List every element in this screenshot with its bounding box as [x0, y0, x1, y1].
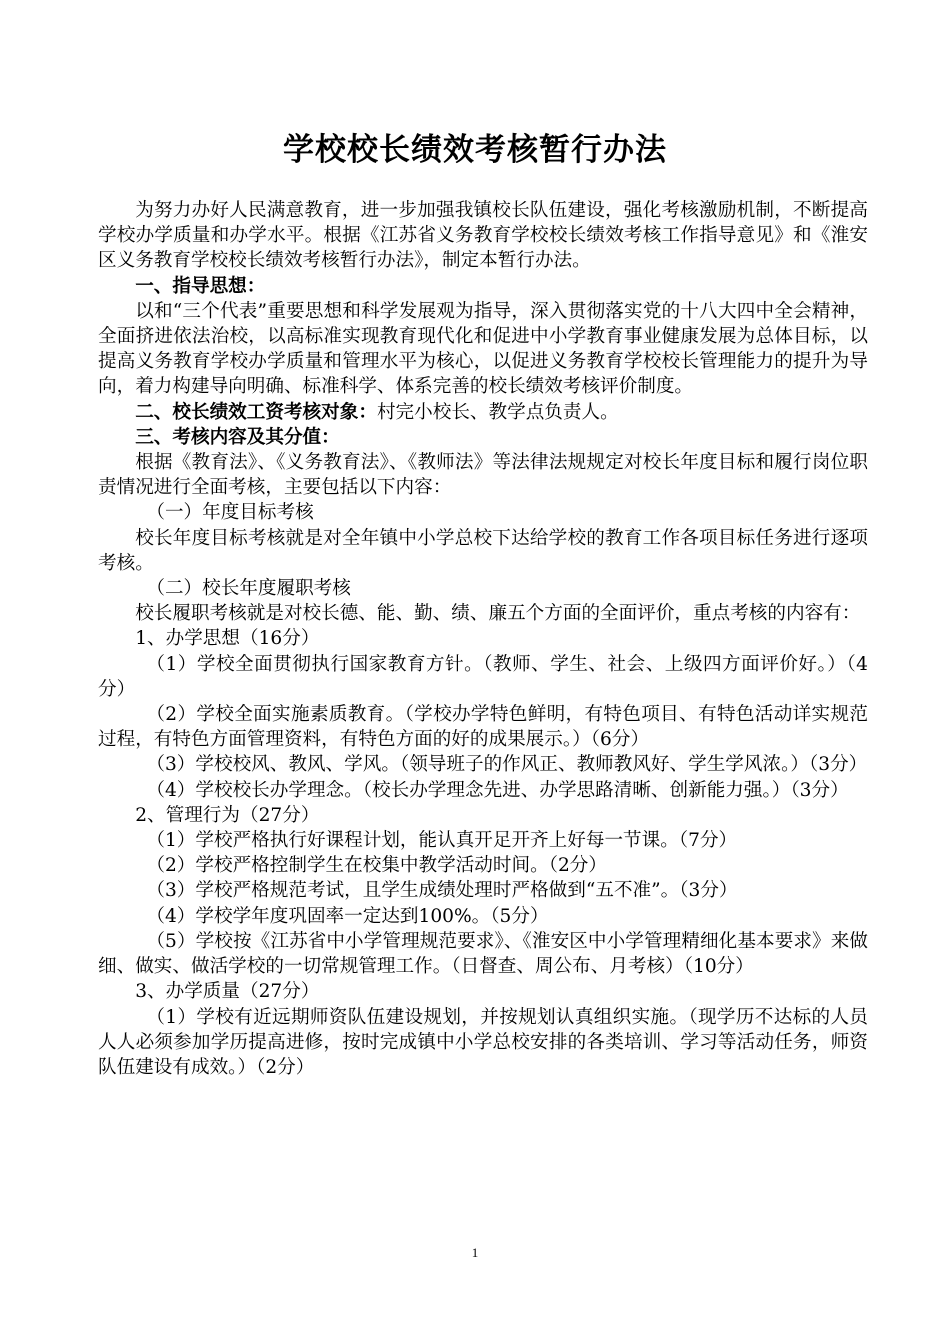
document-title: 学校校长绩效考核暂行办法 [283, 132, 667, 168]
assessment-target-text: 村完小校长、教学点负责人。 [376, 401, 619, 423]
document-body [98, 198, 868, 1080]
item-philosophy: 1、办学思想（16分） [135, 628, 320, 650]
subheading-annual-duty: （二）校长年度履职考核 [146, 578, 351, 600]
item-management-2: （2）学校严格控制学生在校集中教学活动时间。（2分） [146, 855, 607, 877]
subheading-annual-goal: （一）年度目标考核 [146, 502, 314, 524]
item-philosophy-1: （1）学校全面贯彻执行国家教育方针。（教师、学生、社会、上级四方面评价好。）（4分） [98, 653, 868, 700]
item-management-4: （4）学校学年度巩固率一定达到100%。（5分） [146, 905, 549, 927]
item-management-1: （1）学校严格执行好课程计划，能认真开足开齐上好每一节课。（7分） [146, 830, 738, 852]
item-philosophy-4: （4）学校校长办学理念。（校长办学理念先进、办学思路清晰、创新能力强。）（3分） [146, 779, 849, 801]
item-management-5: （5）学校按《江苏省中小学管理规范要求》、《淮安区中小学管理精细化基本要求》来做细、做实、做活学校的一切常规管理工作。（日督查、周公布、月考核）（10分） [98, 930, 868, 978]
item-philosophy-2: （2）学校全面实施素质教育。（学校办学特色鲜明，有特色项目、有特色活动详实规范过程，有特色方面管理资料，有特色方面的好的成果展示。）（6分） [98, 704, 868, 751]
item-management-3: （3）学校严格规范考试，且学生成绩处理时严格做到“五不准”。（3分） [146, 880, 738, 902]
section-two-prefix: 二、 [135, 401, 173, 423]
assessment-target-line [98, 400, 868, 425]
intro-paragraph: 为努力办好人民满意教育，进一步加强我镇校长队伍建设，强化考核激励机制，不断提高学校办学质量和办学水平。根据《江苏省义务教育学校校长绩效考核工作指导意见》和《淮安区义务教育学校校长绩效考核暂行办法》，制定本暂行办法。 [98, 200, 868, 272]
item-management: 2、管理行为（27分） [135, 804, 320, 826]
item-quality-1: （1）学校有近远期师资队伍建设规划，并按规划认真组织实施。（现学历不达标的人员人人必须参加学历提高进修，按时完成镇中小学总校安排的各类培训、学习等活动任务，师资队伍建设有成效。）（2分） [98, 1006, 868, 1078]
section-heading-guiding-thought: 一、指导思想： [135, 275, 266, 297]
guiding-thought-paragraph: 以和“三个代表”重要思想和科学发展观为指导，深入贯彻落实党的十八大四中全会精神，全面挤进依法治校，以高标准实现教育现代化和促进中小学教育事业健康发展为总体目标，以提高义务教育学校办学质量和管理水平为核心，以促进义务教育学校校长管理能力的提升为导向，着力构建导向明确、标准科学、体系完善的校长绩效考核评价制度。 [98, 300, 868, 398]
section-heading-assessment-target: 校长绩效工资考核对象： [172, 401, 377, 423]
content-score-paragraph: 根据《教育法》、《义务教育法》、《教师法》等法律法规规定对校长年度目标和履行岗位职责情况进行全面考核，主要包括以下内容： [98, 452, 868, 499]
annual-goal-paragraph: 校长年度目标考核就是对全年镇中小学总校下达给学校的教育工作各项目标任务进行逐项考核。 [98, 527, 868, 574]
page-number: 1 [471, 1245, 479, 1260]
item-quality: 3、办学质量（27分） [135, 981, 320, 1003]
item-philosophy-3: （3）学校校风、教风、学风。（领导班子的作风正、教师教风好、学生学风浓。）（3分） [146, 754, 868, 776]
section-heading-content-score: 三、考核内容及其分值： [135, 426, 340, 448]
annual-duty-paragraph: 校长履职考核就是对校长德、能、勤、绩、廉五个方面的全面评价，重点考核的内容有： [135, 603, 861, 625]
